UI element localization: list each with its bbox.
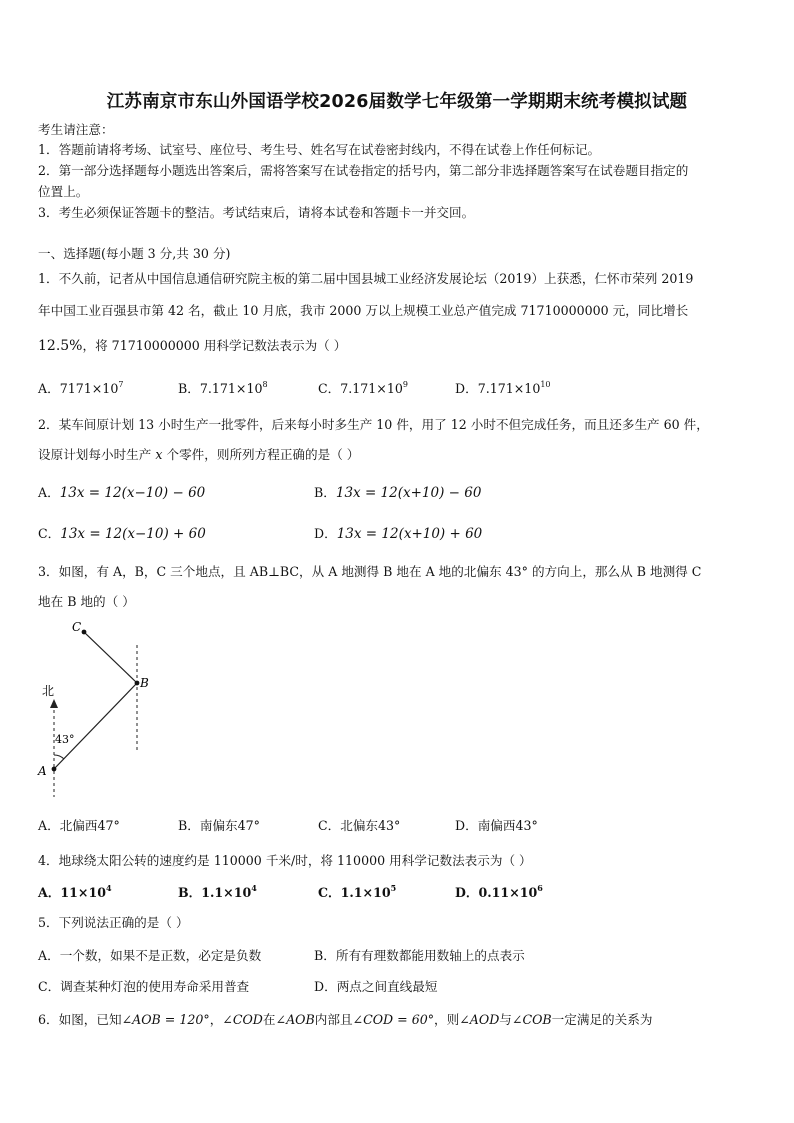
q2-line-1: 2．某车间原计划 13 小时生产一批零件，后来每小时多生产 10 件，用了 12 小时不但完成任务，而且还多生产 60 件， [38,417,709,432]
notice-heading: 考生请注意： [38,122,114,137]
q2-option-a[interactable] [38,485,205,501]
option-expression: 13x = 12(x−10) + 60 [60,526,206,542]
option-text: 北偏东 [340,818,379,833]
q1-option-d[interactable] [455,381,551,397]
option-label: C． [318,381,341,396]
notice-item-2-cont: 位置上。 [38,184,89,199]
q5-option-c[interactable]: C．调查某种灯泡的使用寿命采用普查 [38,979,250,994]
q6-math: ∠COD = 60° [352,1012,435,1027]
notice-item-3: 3．考生必须保证答题卡的整洁。考试结束后，请将本试卷和答题卡一并交回。 [38,205,475,220]
q6-text: 一定满足的关系为 [551,1012,653,1027]
q4-option-b[interactable] [178,885,257,901]
q6-math: ∠AOB [275,1012,315,1027]
option-text: 南偏西 [477,818,516,833]
q2-option-c[interactable] [38,526,206,542]
option-exponent: 5 [390,883,397,893]
option-label: A． [38,818,60,833]
option-label: D． [314,526,337,541]
q6-math: ∠COB [511,1012,552,1027]
q5-option-a[interactable]: A．一个数，如果不是正数，必定是负数 [38,948,262,963]
q3-option-a[interactable] [38,818,120,834]
q1-option-c[interactable] [318,381,408,397]
q6-text: 6．如图，已知 [38,1012,122,1027]
q5-option-d[interactable]: D．两点之间直线最短 [314,979,438,994]
q3-option-c[interactable] [318,818,400,834]
q4-option-d[interactable] [455,885,543,901]
point-c [82,630,87,635]
page-title: 江苏南京市东山外国语学校2026届数学七年级第一学期期末统考模拟试题 [106,92,688,112]
q2-line-2-b: 个零件，则所列方程正确的是（ ） [162,447,360,462]
q6-math: ∠AOD [459,1012,500,1027]
q6-text: 在 [262,1012,276,1027]
q1-line-2: 年中国工业百强县市第 42 名，截止 10 月底，我市 2000 万以上规模工业总产值完成 71710000000 元，同比增长 [38,303,689,318]
q4-line-1: 4．地球绕太阳公转的速度约是 110000 千米/时，将 110000 用科学记数法表示为（ ） [38,853,532,868]
option-text: 南偏东 [199,818,238,833]
option-value: 11×10 [60,885,106,900]
option-value: 1.1×10 [340,885,391,900]
option-exponent: 6 [537,883,543,893]
option-label: B． [178,885,202,900]
option-label: D． [455,381,478,396]
q1-line-1: 1．不久前，记者从中国信息通信研究院主板的第二届中国县城工业经济发展论坛（2019）上获悉，仁怀市荣列 2019 [38,271,694,286]
option-label: D． [455,885,479,900]
option-value: 47° [97,818,120,833]
option-label: C． [38,526,61,541]
notice-item-2: 2．第一部分选择题每小题选出答案后，需将答案写在试卷指定的括号内，第二部分非选择题答案写在试卷题目指定的 [38,163,689,178]
q2-line-2 [38,447,359,463]
q1-percent: 12.5% [38,338,83,354]
q6-text: ，则 [434,1012,460,1027]
option-expression: 13x = 12(x−10) − 60 [59,485,206,501]
option-text: 北偏西 [59,818,98,833]
q1-option-a[interactable] [38,381,123,397]
q6-text: ， [209,1012,223,1027]
point-b [135,681,140,686]
option-label: C． [318,818,341,833]
option-label: A． [38,485,60,500]
q4-option-a[interactable] [38,885,112,901]
label-north: 北 [42,684,55,698]
notice-item-1: 1．答题前请将考场、试室号、座位号、考生号、姓名写在试卷密封线内，不得在试卷上作任何标记。 [38,142,601,157]
q6-text: 内部且 [314,1012,353,1027]
label-c: C [72,620,82,634]
q2-line-2-a: 设原计划每小时生产 [38,447,156,462]
option-value: 43° [515,818,538,833]
q1-line-3 [38,338,346,354]
q6-text: 与 [499,1012,512,1027]
q5-line-1: 5．下列说法正确的是（ ） [38,915,189,930]
q6-math: ∠COD [222,1012,263,1027]
label-a: A [38,764,47,778]
q2-option-d[interactable] [314,526,482,542]
q1-line-3-text: ，将 71710000000 用科学记数法表示为（ ） [82,338,347,353]
q5-option-b[interactable]: B．所有有理数都能用数轴上的点表示 [314,948,525,963]
q3-line-2: 地在 B 地的（ ） [38,594,135,609]
q2-variable: x [155,447,163,462]
option-label: A． [38,885,61,900]
q3-option-d[interactable] [455,818,538,834]
option-exponent: 4 [105,883,112,893]
option-label: B． [178,818,200,833]
q6-math: ∠AOB = 120° [121,1012,210,1027]
option-label: C． [318,885,341,900]
option-label: D． [455,818,478,833]
option-exponent: 4 [251,883,257,893]
option-label: A． [38,381,60,396]
q3-direction-figure [30,615,160,800]
option-value: 7.171×10 [340,381,403,396]
angle-arc [54,755,64,759]
option-value: 47° [237,818,260,833]
q6-line-1 [38,1012,652,1028]
q3-line-1: 3．如图，有 A，B，C 三个地点，且 AB⊥BC，从 A 地测得 B 地在 A 地的北偏东 43° 的方向上，那么从 B 地测得 C [38,564,702,579]
option-exponent: 7 [118,380,124,389]
q3-option-b[interactable] [178,818,260,834]
option-exponent: 10 [540,380,551,389]
point-a [52,767,57,772]
label-b: B [140,676,149,690]
option-label: B． [178,381,200,396]
section-heading: 一、选择题(每小题 3 分,共 30 分) [38,246,231,261]
label-angle: 43° [55,733,75,746]
q1-option-b[interactable] [178,381,268,397]
option-exponent: 8 [262,380,268,389]
segment-ab [54,683,137,769]
option-value: 43° [378,818,401,833]
option-value: 7171×10 [59,381,119,396]
segment-bc [84,632,137,683]
q4-option-c[interactable] [318,885,396,901]
q2-option-b[interactable] [314,485,481,501]
option-expression: 13x = 12(x+10) − 60 [335,485,482,501]
north-arrow-icon [50,699,58,708]
option-value: 7.171×10 [199,381,263,396]
option-value: 1.1×10 [201,885,252,900]
option-expression: 13x = 12(x+10) + 60 [336,526,483,542]
option-label: B． [314,485,336,500]
option-value: 0.11×10 [478,885,538,900]
option-value: 7.171×10 [477,381,541,396]
option-exponent: 9 [402,380,408,389]
